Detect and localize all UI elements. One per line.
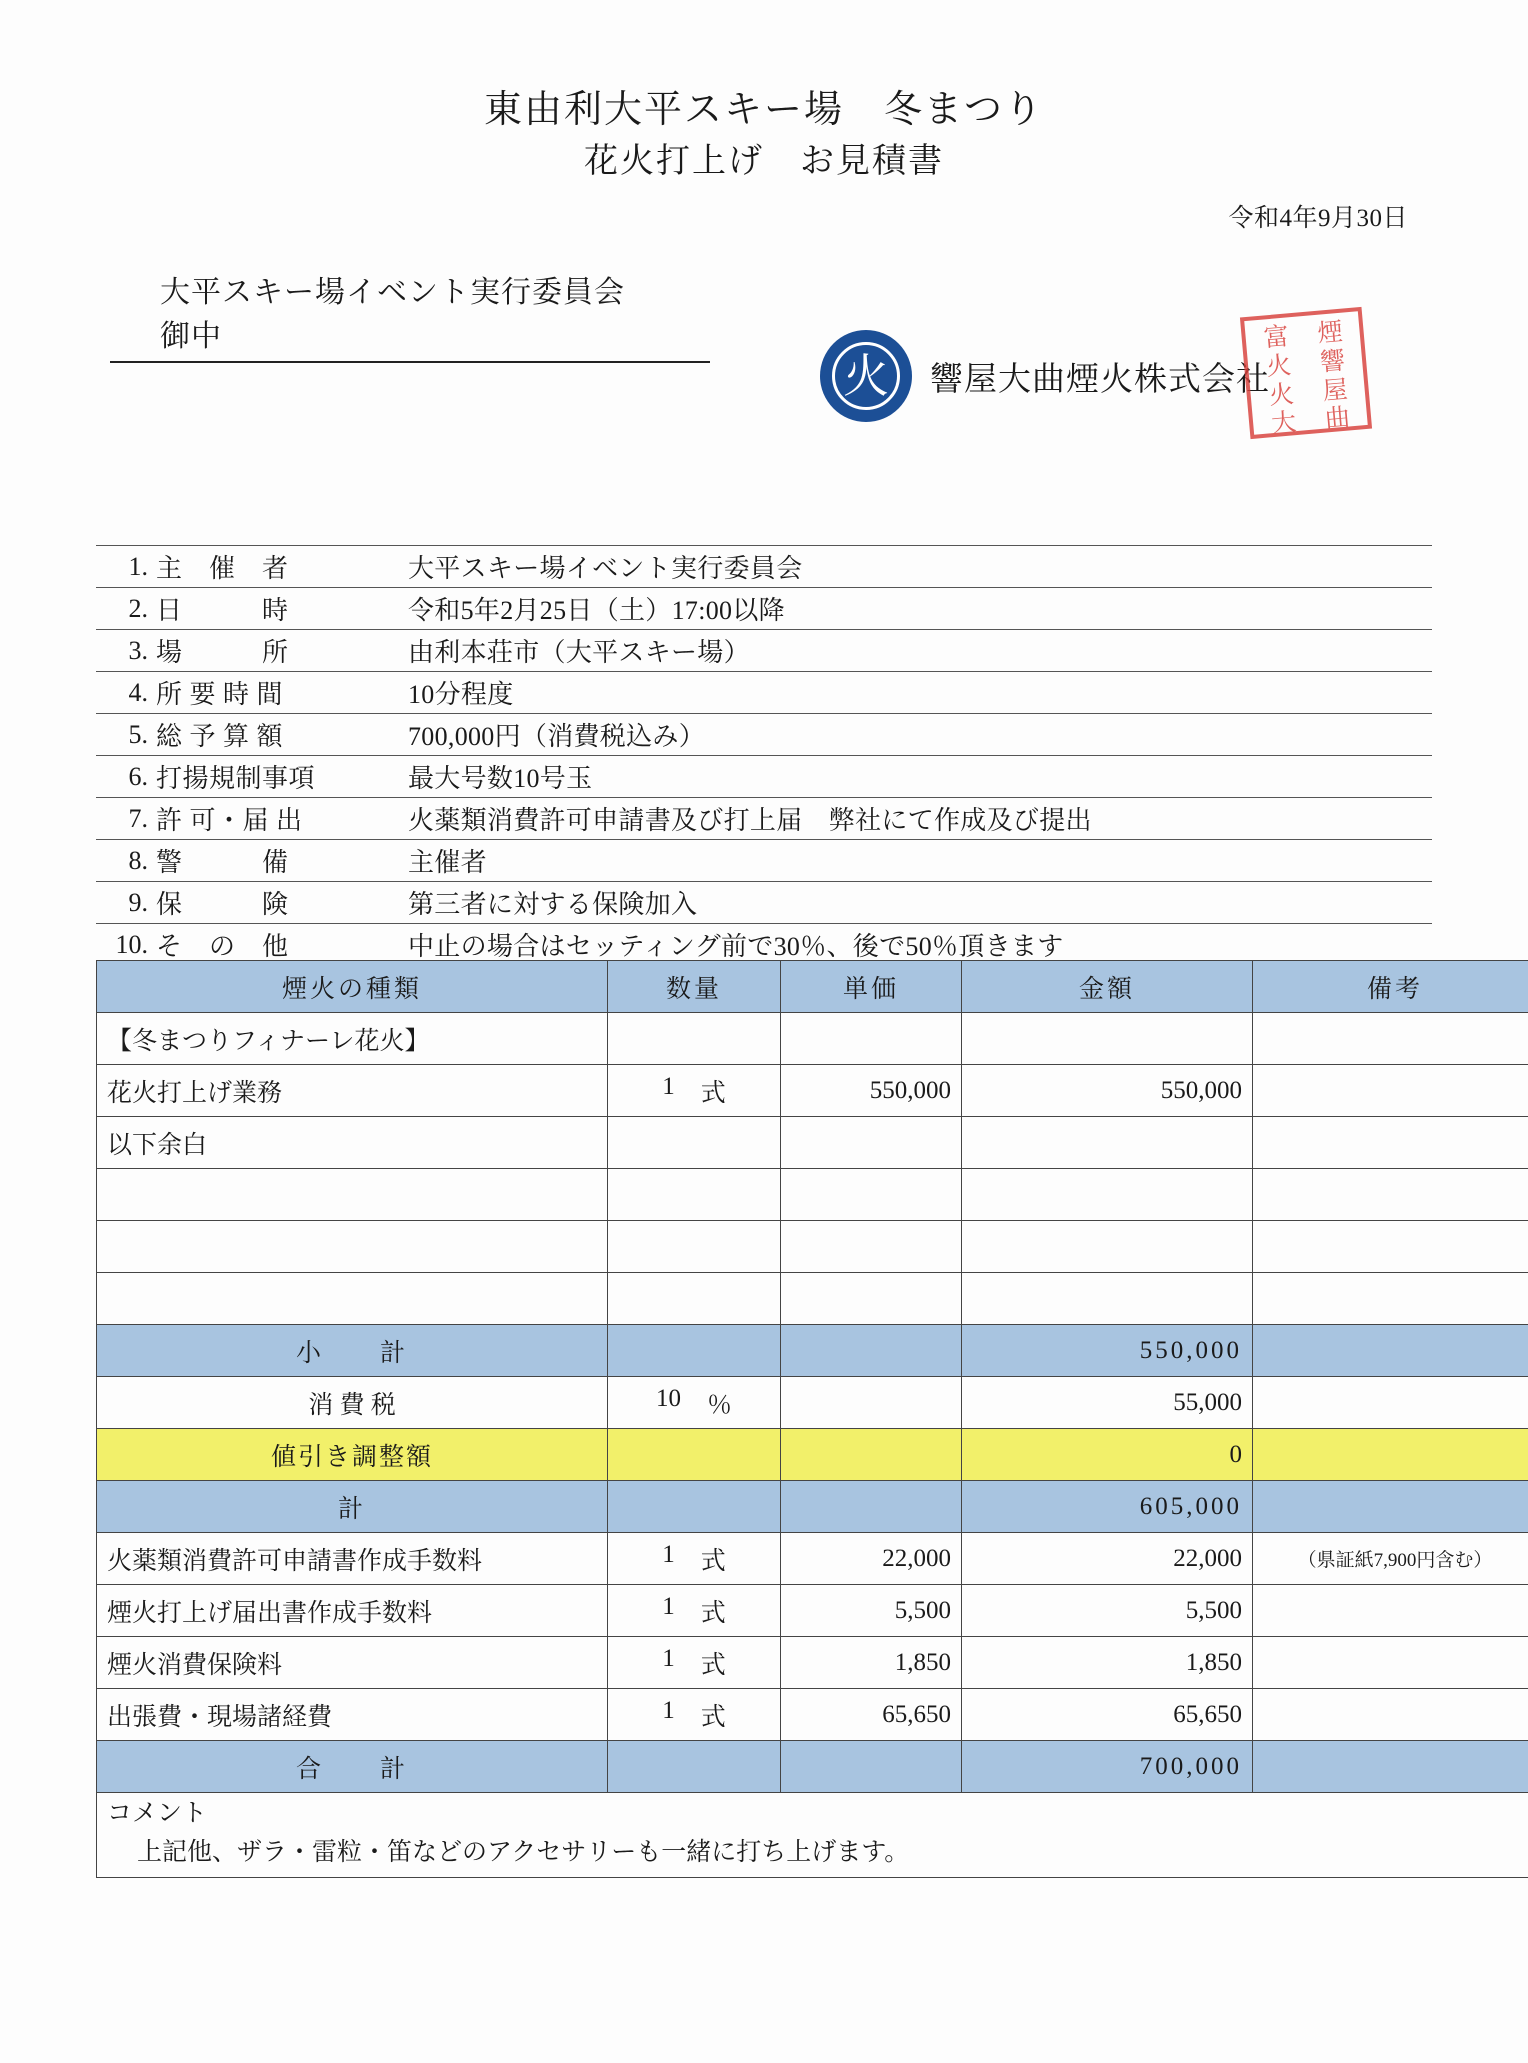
company-logo-icon (820, 330, 912, 422)
term-value: 第三者に対する保険加入 (408, 890, 698, 919)
term-value: 由利本荘市（大平スキー場） (408, 638, 750, 667)
table-row (97, 1585, 1528, 1637)
row-note (1253, 1481, 1528, 1533)
row-item-name: 消 費 税 (97, 1377, 608, 1429)
row-amount: 55,000 (962, 1377, 1253, 1429)
term-value: 10分程度 (408, 680, 514, 709)
issue-date: 令和4年9月30日 (1228, 205, 1408, 232)
row-unit-price (781, 1325, 962, 1377)
row-note: （県証紙7,900円含む） (1253, 1533, 1528, 1585)
row-quantity-number: 1 (662, 1644, 675, 1672)
row-unit-price (781, 1429, 962, 1481)
row-quantity-number: 10 (655, 1384, 681, 1412)
term-label: 総 予 算 額 (156, 722, 284, 751)
term-label: 所 要 時 間 (156, 680, 284, 709)
term-row (96, 714, 1432, 756)
table-row (97, 1377, 1528, 1429)
row-unit-price: 1,850 (781, 1637, 962, 1689)
table-row (97, 1741, 1528, 1793)
row-item-name: 【冬まつりフィナーレ花火】 (97, 1013, 608, 1065)
row-unit-price: 550,000 (781, 1065, 962, 1117)
term-label: 保 険 (156, 890, 289, 919)
term-value: 令和5年2月25日（土）17:00以降 (408, 596, 785, 625)
row-item-name: 出張費・現場諸経費 (97, 1689, 608, 1741)
row-unit-price (781, 1377, 962, 1429)
row-unit-price (781, 1481, 962, 1533)
row-amount: 550,000 (962, 1065, 1253, 1117)
row-item-name (97, 1273, 608, 1325)
column-header-amount: 金額 (962, 961, 1253, 1013)
term-label: 打揚規制事項 (156, 764, 316, 793)
table-header-row (97, 961, 1528, 1013)
row-unit-price (781, 1169, 962, 1221)
seal-char: 煙 (1316, 316, 1343, 348)
row-quantity (608, 1013, 781, 1065)
row-item-name: 小 計 (97, 1325, 608, 1377)
logo-glyph: 火 (843, 349, 889, 403)
term-number: 8. (128, 845, 148, 875)
row-item-name: 煙火消費保険料 (97, 1637, 608, 1689)
row-quantity (608, 1169, 781, 1221)
row-quantity-unit: 式 (700, 1703, 726, 1731)
comment-title: コメント (107, 1800, 208, 1827)
row-note (1253, 1117, 1528, 1169)
term-label: そ の 他 (156, 932, 289, 961)
row-quantity (608, 1221, 781, 1273)
seal-char: 屋 (1321, 374, 1348, 406)
row-quantity-unit: 式 (700, 1079, 726, 1107)
page-subtitle: 花火打上げ お見積書 (584, 143, 944, 181)
row-item-name: 値引き調整額 (97, 1429, 608, 1481)
column-header-note: 備考 (1253, 961, 1528, 1013)
term-row (96, 840, 1432, 882)
row-item-name (97, 1169, 608, 1221)
row-quantity (608, 1117, 781, 1169)
company-block (820, 330, 1270, 422)
company-name: 響屋大曲煙火株式会社 (930, 361, 1270, 398)
term-number: 9. (128, 887, 148, 917)
page-title: 東由利大平スキー場 冬まつり (483, 89, 1044, 131)
row-unit-price: 22,000 (781, 1533, 962, 1585)
term-number: 5. (128, 719, 148, 749)
row-quantity (608, 1065, 781, 1117)
column-header-unit-price: 単価 (781, 961, 962, 1013)
term-number: 10. (115, 929, 148, 959)
term-number: 6. (128, 761, 148, 791)
term-value: 大平スキー場イベント実行委員会 (408, 554, 803, 583)
table-row (97, 1273, 1528, 1325)
comment-row (97, 1793, 1528, 1878)
row-quantity (608, 1481, 781, 1533)
row-amount (962, 1221, 1253, 1273)
quote-table (96, 960, 1528, 1878)
row-note (1253, 1377, 1528, 1429)
table-row (97, 1429, 1528, 1481)
table-row (97, 1221, 1528, 1273)
term-number: 2. (128, 593, 148, 623)
row-quantity (608, 1585, 781, 1637)
row-amount: 550,000 (962, 1325, 1253, 1377)
term-number: 1. (128, 551, 148, 581)
table-row (97, 1533, 1528, 1585)
row-note (1253, 1325, 1528, 1377)
term-label: 場 所 (156, 638, 289, 667)
row-quantity-unit: 式 (700, 1599, 726, 1627)
row-item-name: 花火打上げ業務 (97, 1065, 608, 1117)
term-row (96, 882, 1432, 924)
row-amount (962, 1013, 1253, 1065)
row-quantity (608, 1689, 781, 1741)
row-item-name: 煙火打上げ届出書作成手数料 (97, 1585, 608, 1637)
row-quantity (608, 1273, 781, 1325)
term-value: 700,000円（消費税込み） (408, 722, 706, 751)
row-quantity (608, 1429, 781, 1481)
table-row (97, 1169, 1528, 1221)
row-amount: 605,000 (962, 1481, 1253, 1533)
term-row (96, 756, 1432, 798)
seal-char: 富 (1262, 321, 1289, 353)
addressee: 大平スキー場イベント実行委員会 御中 (110, 265, 710, 363)
row-quantity (608, 1325, 781, 1377)
row-item-name: 合 計 (97, 1741, 608, 1793)
row-note (1253, 1065, 1528, 1117)
row-amount: 5,500 (962, 1585, 1253, 1637)
seal-char: 大 (1270, 407, 1297, 439)
comment-cell (97, 1793, 1528, 1878)
row-amount: 0 (962, 1429, 1253, 1481)
row-amount: 22,000 (962, 1533, 1253, 1585)
row-unit-price (781, 1741, 962, 1793)
row-note (1253, 1273, 1528, 1325)
row-amount: 700,000 (962, 1741, 1253, 1793)
company-seal-icon (1240, 307, 1372, 439)
row-note (1253, 1637, 1528, 1689)
table-row (97, 1637, 1528, 1689)
term-row (96, 588, 1432, 630)
row-quantity (608, 1637, 781, 1689)
term-value: 火薬類消費許可申請書及び打上届 弊社にて作成及び提出 (408, 806, 1092, 835)
term-label: 主 催 者 (156, 554, 289, 583)
row-item-name: 以下余白 (97, 1117, 608, 1169)
term-value: 主催者 (408, 848, 487, 877)
row-item-name: 計 (97, 1481, 608, 1533)
term-label: 日 時 (156, 596, 289, 625)
document-header (0, 0, 1528, 187)
row-quantity-unit: 式 (700, 1547, 726, 1575)
term-number: 4. (128, 677, 148, 707)
row-quantity-number: 1 (662, 1592, 675, 1620)
row-unit-price (781, 1273, 962, 1325)
term-number: 3. (128, 635, 148, 665)
row-note (1253, 1741, 1528, 1793)
row-note (1253, 1689, 1528, 1741)
term-label: 警 備 (156, 848, 289, 877)
term-row (96, 798, 1432, 840)
row-unit-price (781, 1221, 962, 1273)
row-quantity-number: 1 (662, 1072, 675, 1100)
comment-body: 上記他、ザラ・雷粒・笛などのアクセサリーも一緒に打ち上げます。 (137, 1839, 910, 1866)
term-value: 中止の場合はセッティング前で30％、後で50％頂きます (408, 932, 1064, 961)
term-number: 7. (128, 803, 148, 833)
row-unit-price (781, 1117, 962, 1169)
table-row (97, 1065, 1528, 1117)
row-amount (962, 1169, 1253, 1221)
seal-char: 火 (1265, 350, 1292, 382)
row-unit-price (781, 1013, 962, 1065)
row-note (1253, 1221, 1528, 1273)
row-item-name (97, 1221, 608, 1273)
table-row (97, 1481, 1528, 1533)
table-row (97, 1117, 1528, 1169)
term-row (96, 672, 1432, 714)
row-amount (962, 1273, 1253, 1325)
table-row (97, 1013, 1528, 1065)
seal-char: 曲 (1323, 402, 1351, 434)
row-quantity-unit: 式 (700, 1651, 726, 1679)
seal-char: 火 (1267, 378, 1294, 410)
row-quantity (608, 1533, 781, 1585)
row-note (1253, 1585, 1528, 1637)
term-value: 最大号数10号玉 (408, 764, 593, 793)
table-row (97, 1689, 1528, 1741)
row-note (1253, 1169, 1528, 1221)
row-unit-price: 5,500 (781, 1585, 962, 1637)
row-quantity-unit: ％ (706, 1391, 732, 1419)
seal-char: 響 (1318, 345, 1346, 377)
row-quantity (608, 1377, 781, 1429)
column-header-name: 煙火の種類 (97, 961, 608, 1013)
terms-list (96, 545, 1432, 966)
row-quantity-number: 1 (662, 1540, 675, 1568)
row-amount (962, 1117, 1253, 1169)
column-header-qty: 数量 (608, 961, 781, 1013)
row-amount: 1,850 (962, 1637, 1253, 1689)
table-row (97, 1325, 1528, 1377)
row-unit-price: 65,650 (781, 1689, 962, 1741)
term-label: 許 可・届 出 (156, 806, 303, 835)
row-note (1253, 1429, 1528, 1481)
row-amount: 65,650 (962, 1689, 1253, 1741)
term-row (96, 546, 1432, 588)
row-quantity-number: 1 (662, 1696, 675, 1724)
row-quantity (608, 1741, 781, 1793)
term-row (96, 630, 1432, 672)
row-note (1253, 1013, 1528, 1065)
row-item-name: 火薬類消費許可申請書作成手数料 (97, 1533, 608, 1585)
